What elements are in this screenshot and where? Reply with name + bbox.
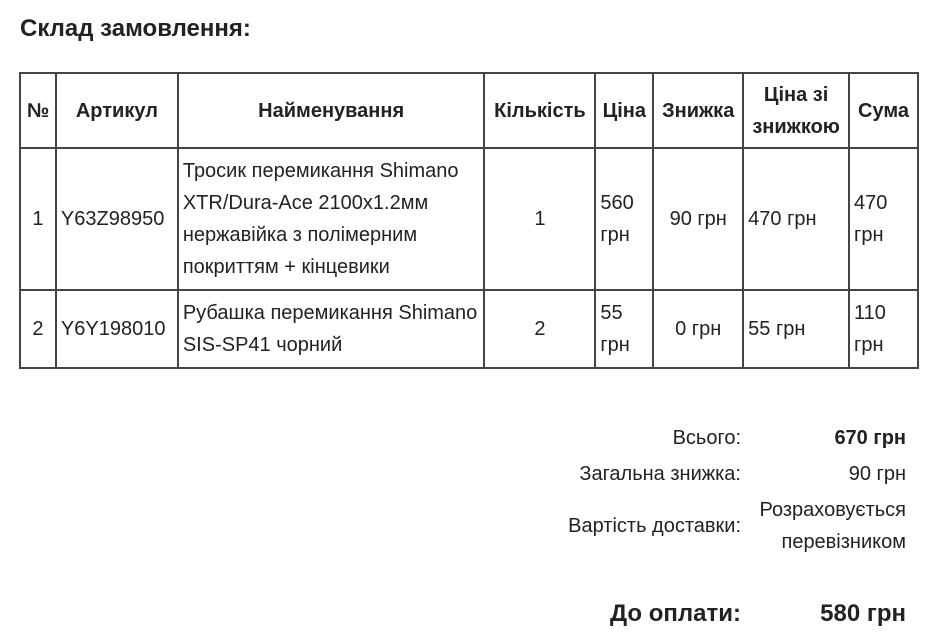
row-number: 2	[20, 290, 56, 368]
header-sum: Сума	[849, 73, 918, 148]
amount-due-label: До оплати:	[610, 600, 741, 627]
row-sum: 110 грн	[849, 290, 918, 368]
header-price: Ціна	[595, 73, 653, 148]
total-discount-label: Загальна знижка:	[579, 463, 741, 485]
table-row	[20, 148, 918, 290]
delivery-cost-label: Вартість доставки:	[568, 515, 741, 537]
total-value: 670 грн	[834, 427, 906, 449]
header-quantity: Кількість	[484, 73, 595, 148]
order-summary	[500, 422, 906, 627]
header-name: Найменування	[178, 73, 485, 148]
delivery-cost-value: Розраховується перевізником	[759, 499, 906, 553]
row-discounted-price: 470 грн	[743, 148, 849, 290]
row-article: Y6Y198010	[56, 290, 178, 368]
row-quantity: 1	[484, 148, 595, 290]
row-product-name: Тросик перемикання Shimano XTR/Dura-Ace 2100x1.2мм нержавійка з полімерним покриттям + кінцевики	[178, 148, 485, 290]
table-header-row	[20, 73, 918, 148]
row-discount: 0 грн	[653, 290, 743, 368]
row-quantity: 2	[484, 290, 595, 368]
header-article: Артикул	[56, 73, 178, 148]
header-discount: Знижка	[653, 73, 743, 148]
total-discount-value: 90 грн	[848, 463, 906, 485]
amount-due-value: 580 грн	[820, 600, 906, 627]
table-row	[20, 290, 918, 368]
row-article: Y63Z98950	[56, 148, 178, 290]
header-discounted-price: Ціна зі знижкою	[743, 73, 849, 148]
order-composition-heading: Склад замовлення:	[20, 15, 251, 42]
total-label: Всього:	[672, 427, 741, 449]
row-price: 55 грн	[595, 290, 653, 368]
row-discount: 90 грн	[653, 148, 743, 290]
row-price: 560 грн	[595, 148, 653, 290]
header-number: №	[20, 73, 56, 148]
row-discounted-price: 55 грн	[743, 290, 849, 368]
row-product-name: Рубашка перемикання Shimano SIS-SP41 чорний	[178, 290, 485, 368]
row-number: 1	[20, 148, 56, 290]
order-items-table	[19, 72, 919, 369]
row-sum: 470 грн	[849, 148, 918, 290]
